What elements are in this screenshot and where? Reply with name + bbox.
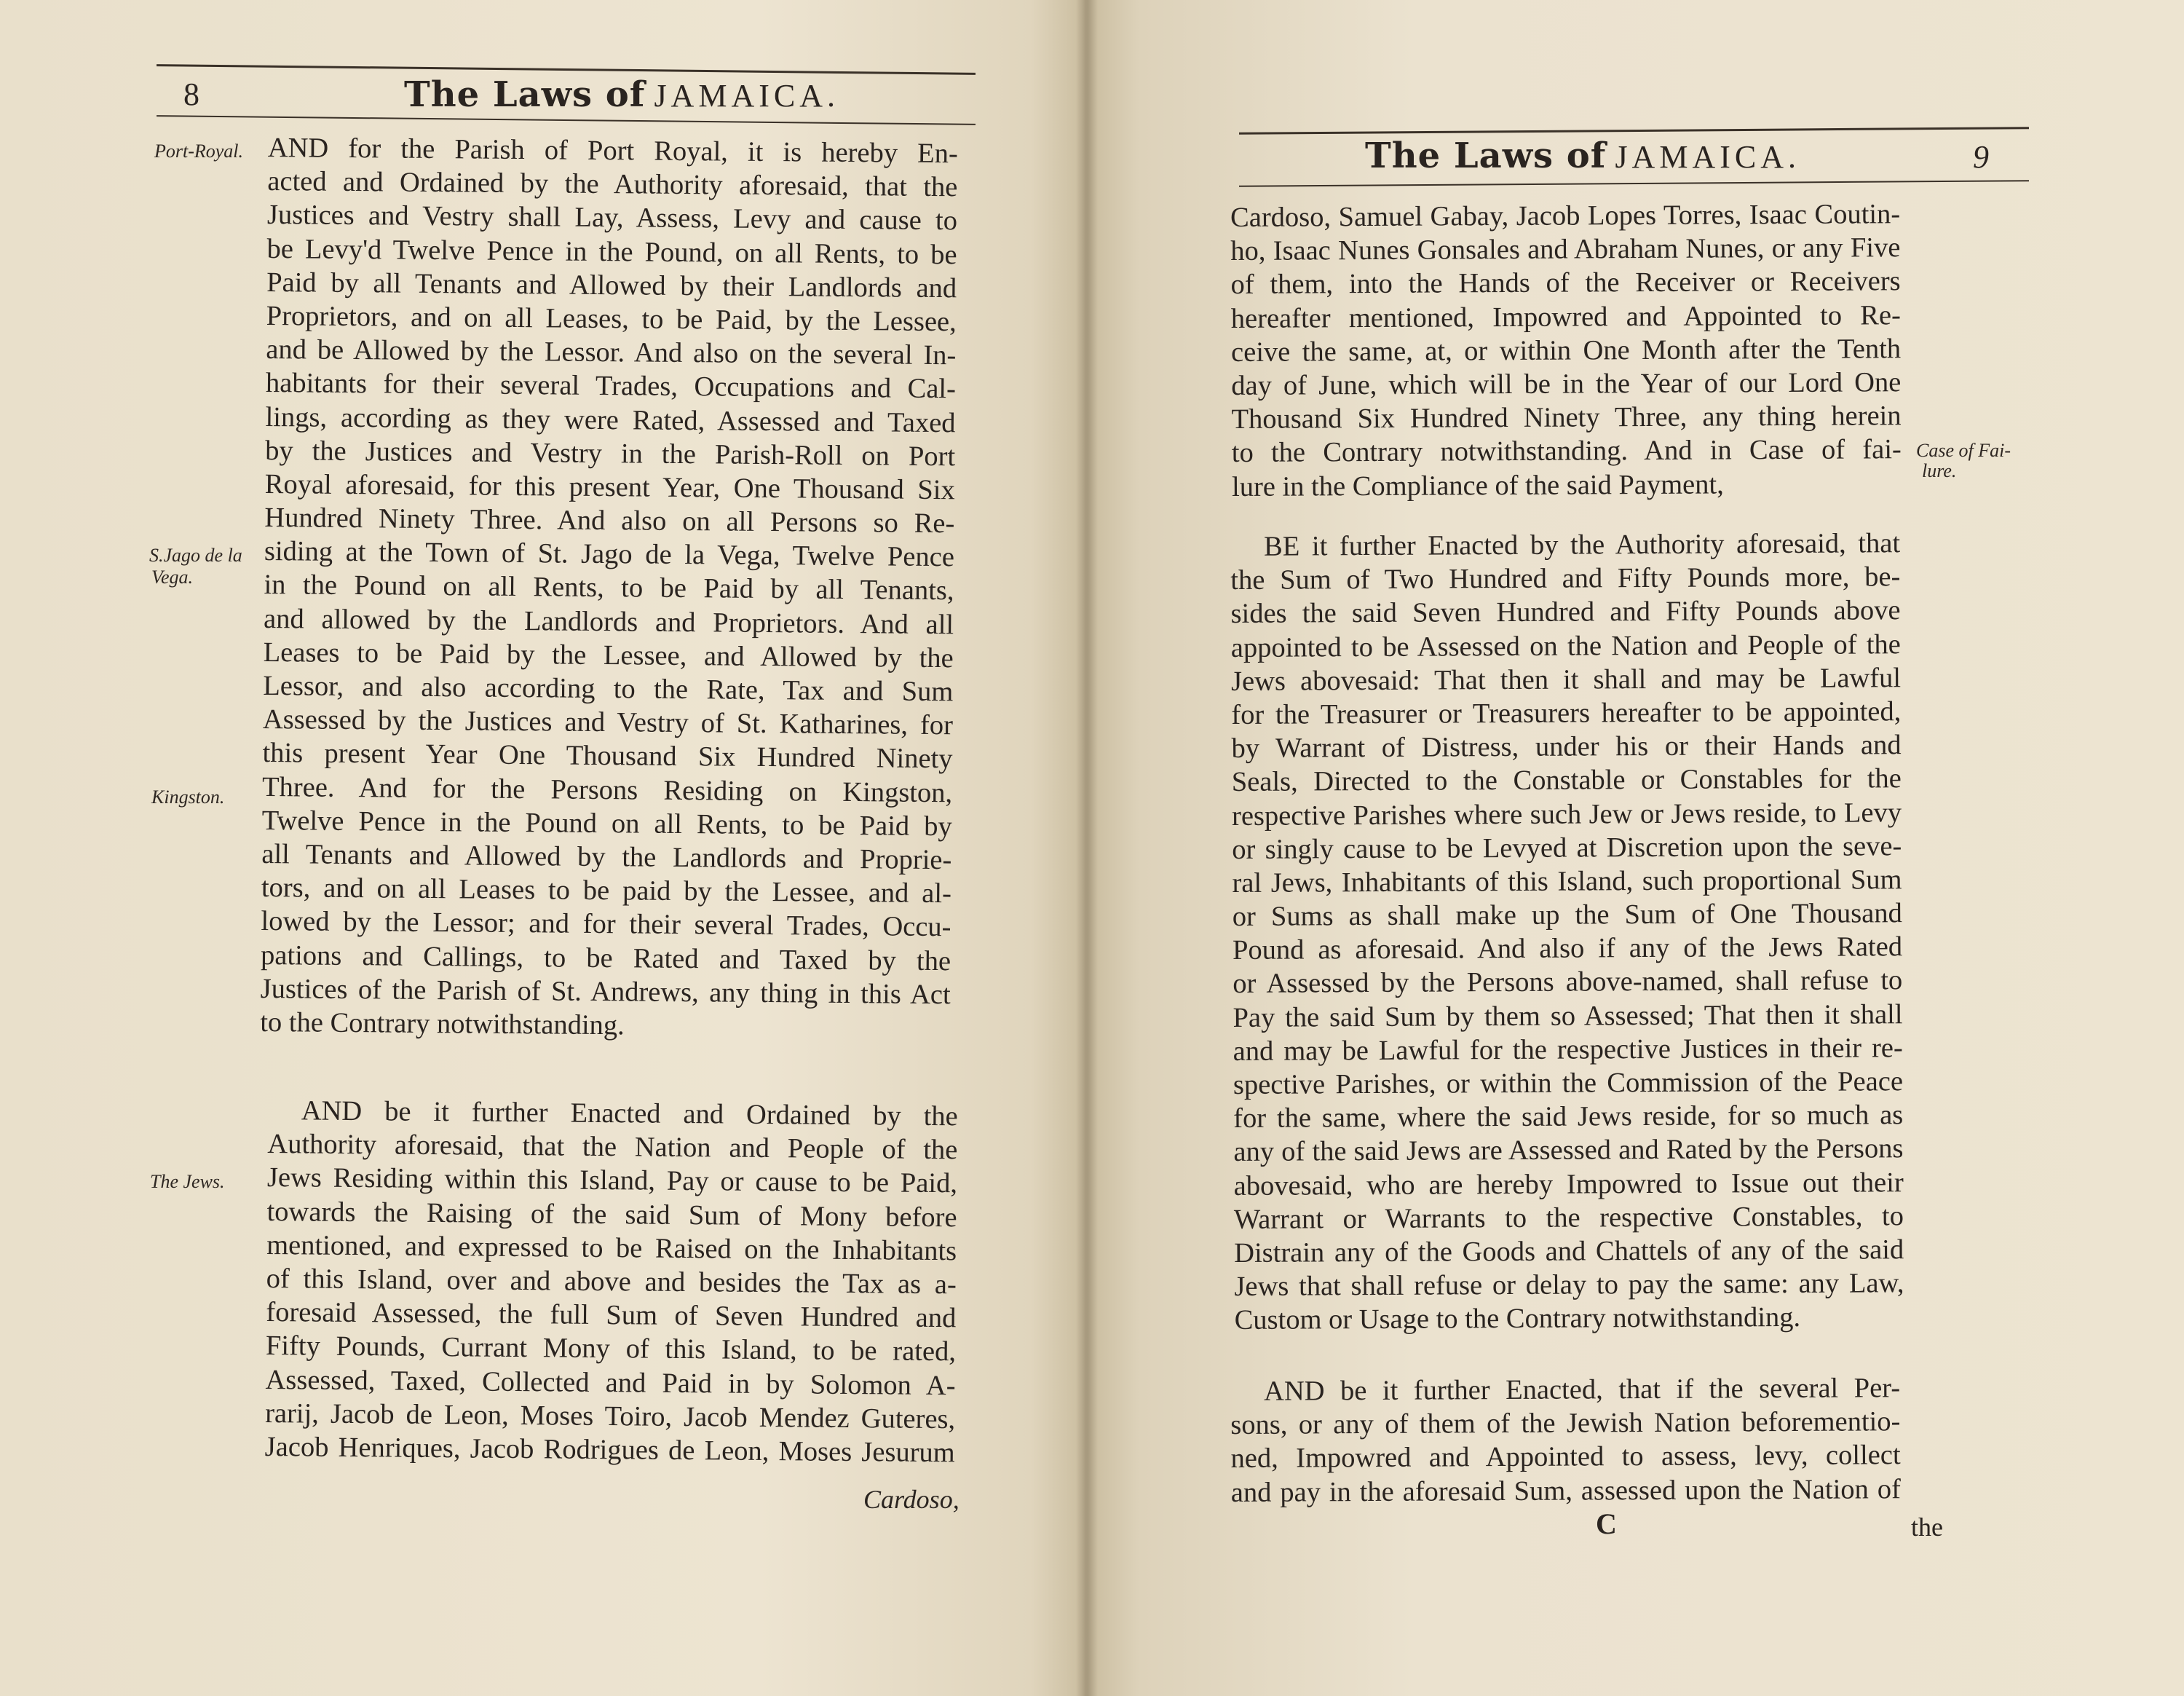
- text-line: tors, and on all Leases to be paid by the Lessee, and al-: [261, 872, 952, 910]
- text-line: for the same, where the said Jews reside, for so much as: [1233, 1100, 1904, 1135]
- text-line: towards the Raising of the said Sum of Mony before: [266, 1196, 957, 1233]
- text-line: Paid by all Tenants and Allowed by their Landlords and: [266, 267, 957, 304]
- margin-note-port-royal: Port-Royal.: [154, 141, 244, 162]
- text-line: Royal aforesaid, for this present Year, One Thousand Six: [264, 468, 955, 506]
- text-line: Custom or Usage to the Contrary notwithstanding.: [1234, 1302, 1801, 1336]
- right-folio: 9: [1973, 139, 1989, 175]
- running-head-caps: JAMAICA.: [1615, 139, 1801, 175]
- text-line: Warrant or Warrants to the respective Constables, to: [1233, 1200, 1904, 1235]
- margin-note-the-jews: The Jews.: [150, 1171, 225, 1192]
- right-page: [1085, 0, 2184, 1696]
- text-line: lowed by the Lessor; and for their several Trades, Occu-: [261, 906, 951, 943]
- text-line: Pound as aforesaid. And also if any of the Jews Rated: [1232, 931, 1903, 966]
- text-line: Distrain any of the Goods and Chattels of any of the said: [1234, 1234, 1904, 1269]
- text-line: rarij, Jacob de Leon, Moses Toiro, Jacob Mendez Guteres,: [264, 1397, 956, 1435]
- right-running-head: [1365, 135, 1800, 178]
- right-paragraph-2: [1230, 526, 1904, 1337]
- margin-note-st-jago: S.Jago de la: [149, 545, 242, 566]
- margin-note-lure: lure.: [1922, 460, 1957, 481]
- text-line: Three. And for the Persons Residing on Kingston,: [261, 771, 953, 808]
- running-head-blackletter: The Laws of: [1365, 135, 1607, 176]
- text-line: mentioned, and expressed to be Raised on the Inhabitants: [266, 1229, 957, 1267]
- text-line: siding at the Town of St. Jago de la Vega, Twelve Pence: [264, 536, 955, 573]
- text-line: be Levy'd Twelve Pence in the Pound, on all Rents, to be: [266, 233, 957, 270]
- text-line: appointed to be Assessed on the Nation and People of the: [1230, 628, 1901, 663]
- right-paragraph-3: [1230, 1371, 1901, 1510]
- margin-note-kingston: Kingston.: [151, 786, 225, 808]
- text-line: pations and Callings, to be Rated and Taxed by the: [260, 939, 951, 977]
- text-line: Pay the said Sum by them so Assessed; That then it shall: [1233, 998, 1903, 1033]
- text-line: any of the said Jews are Assessed and Rated by the Persons: [1233, 1133, 1904, 1168]
- text-line: sons, or any of them of the Jewish Nation beforementio-: [1230, 1406, 1901, 1441]
- left-page: [0, 0, 1085, 1696]
- text-line: habitants for their several Trades, Occupations and Cal-: [265, 368, 957, 405]
- text-line: or Sums as shall make up the Sum of One Thousand: [1232, 898, 1902, 933]
- text-line: AND for the Parish of Port Royal, it is hereby En-: [267, 132, 958, 170]
- text-line: Assessed by the Justices and Vestry of St. Katharines, for: [262, 704, 954, 741]
- text-line: in the Pound on all Rents, to be Paid by all Tenants,: [264, 569, 954, 607]
- margin-note-case-of-failure: Case of Fai-: [1916, 440, 2011, 461]
- text-line: Justices and Vestry shall Lay, Assess, Levy and cause to: [266, 200, 958, 237]
- text-line: Assessed, Taxed, Collected and Paid in by Solomon A-: [265, 1364, 956, 1401]
- text-line: day of June, which will be in the Year of our Lord One: [1231, 367, 1902, 401]
- left-head-underline: [157, 115, 976, 125]
- text-line: or Assessed by the Persons above-named, shall refuse to: [1233, 965, 1903, 1000]
- text-line: Twelve Pence in the Pound on all Rents, to be Paid by: [261, 805, 952, 842]
- text-line: of this Island, over and above and besides the Tax as a-: [266, 1263, 957, 1301]
- text-line: Hundred Ninety Three. And also on all Persons so Re-: [264, 502, 955, 540]
- text-line: respective Parishes where such Jew or Jews reside, to Levy: [1231, 797, 1902, 832]
- right-paragraph-1: [1230, 197, 1902, 503]
- text-line: and may be Lawful for the respective Justices in their re-: [1233, 1032, 1903, 1067]
- text-line: lure in the Compliance of the said Payment,: [1231, 468, 1724, 502]
- text-line: this present Year One Thousand Six Hundred Ninety: [262, 738, 953, 775]
- right-head-rule: [1239, 127, 2029, 135]
- text-line: sides the said Seven Hundred and Fifty Pounds above: [1230, 595, 1901, 630]
- text-line: Seals, Directed to the Constable or Constables for the: [1231, 763, 1902, 798]
- text-line: hereafter mentioned, Impowred and Appointed to Re-: [1230, 299, 1901, 334]
- text-line: ho, Isaac Nunes Gonsales and Abraham Nunes, or any Five: [1230, 232, 1901, 267]
- text-line: Jews that shall refuse or delay to pay the same: any Law,: [1234, 1268, 1904, 1303]
- text-line: for the Treasurer or Treasurers hereafter to be appointed,: [1231, 696, 1902, 730]
- text-line: and allowed by the Landlords and Proprietors. And all: [263, 603, 954, 640]
- right-catchword: the: [1911, 1512, 1943, 1542]
- left-head-rule: [157, 64, 976, 75]
- text-line: Jews Residing within this Island, Pay or cause to be Paid,: [266, 1162, 958, 1199]
- margin-note-vega: Vega.: [151, 567, 194, 588]
- text-line: Lessor, and also according to the Rate, Tax and Sum: [263, 670, 954, 708]
- text-line: Leases to be Paid by the Lessee, and Allowed by the: [263, 636, 954, 674]
- text-line: Thousand Six Hundred Ninety Three, any thing herein: [1231, 401, 1902, 435]
- running-head-caps: JAMAICA.: [654, 78, 840, 114]
- text-line: AND be it further Enacted and Ordained by the: [301, 1095, 958, 1132]
- text-line: Authority aforesaid, that the Nation and People of the: [267, 1129, 958, 1166]
- left-paragraph-2: [265, 1094, 958, 1470]
- text-line: all Tenants and Allowed by the Landlords and Proprie-: [261, 838, 952, 876]
- text-line: Jacob Henriques, Jacob Rodrigues de Leon, Moses Jesurum: [264, 1431, 955, 1469]
- text-line: or singly cause to be Levyed at Discretion upon the seve-: [1232, 830, 1902, 865]
- text-line: ned, Impowred and Appointed to assess, levy, collect: [1230, 1440, 1901, 1475]
- text-line: acted and Ordained by the Authority aforesaid, that the: [267, 166, 958, 203]
- text-line: Cardoso, Samuel Gabay, Jacob Lopes Torres, Isaac Coutin-: [1230, 199, 1901, 233]
- right-head-underline: [1239, 180, 2029, 187]
- left-running-head: [404, 74, 839, 117]
- left-catchword: Cardoso,: [863, 1485, 960, 1514]
- text-line: the Sum of Two Hundred and Fifty Pounds more, be-: [1230, 561, 1901, 596]
- text-line: by the Justices and Vestry in the Parish-Roll on Port: [264, 435, 956, 472]
- signature-mark: C: [1596, 1507, 1617, 1540]
- left-paragraph-1: [260, 131, 958, 1045]
- text-line: BE it further Enacted by the Authority aforesaid, that: [1264, 528, 1901, 562]
- text-line: Jews abovesaid: That then it shall and may be Lawful: [1230, 662, 1902, 697]
- text-line: AND be it further Enacted, that if the several Per-: [1264, 1373, 1901, 1407]
- text-line: and pay in the aforesaid Sum, assessed upon the Nation of: [1230, 1473, 1901, 1508]
- text-line: spective Parishes, or within the Commission of the Peace: [1233, 1066, 1904, 1100]
- text-line: abovesaid, who are hereby Impowred to Issue out their: [1233, 1167, 1904, 1202]
- text-line: lings, according as they were Rated, Assessed and Taxed: [265, 401, 956, 438]
- running-head-blackletter: The Laws of: [404, 74, 646, 115]
- text-line: foresaid Assessed, the full Sum of Seven Hundred and: [266, 1297, 957, 1334]
- text-line: to the Contrary notwithstanding.: [260, 1006, 625, 1041]
- text-line: ceive the same, at, or within One Month after the Tenth: [1230, 333, 1902, 368]
- text-line: ral Jews, Inhabitants of this Island, such proportional Sum: [1232, 864, 1902, 899]
- text-line: to the Contrary notwithstanding. And in Case of fai-: [1231, 434, 1902, 469]
- text-line: Fifty Pounds, Currant Mony of this Island, to be rated,: [265, 1330, 957, 1368]
- text-line: and be Allowed by the Lessor. And also on the several In-: [266, 334, 957, 371]
- text-line: by Warrant of Distress, under his or their Hands and: [1231, 730, 1902, 765]
- left-folio: 8: [183, 76, 199, 112]
- text-line: Proprietors, and on all Leases, to be Paid, by the Lessee,: [266, 300, 957, 338]
- text-line: Justices of the Parish of St. Andrews, any thing in this Act: [260, 973, 951, 1010]
- text-line: of them, into the Hands of the Receiver or Receivers: [1230, 266, 1901, 301]
